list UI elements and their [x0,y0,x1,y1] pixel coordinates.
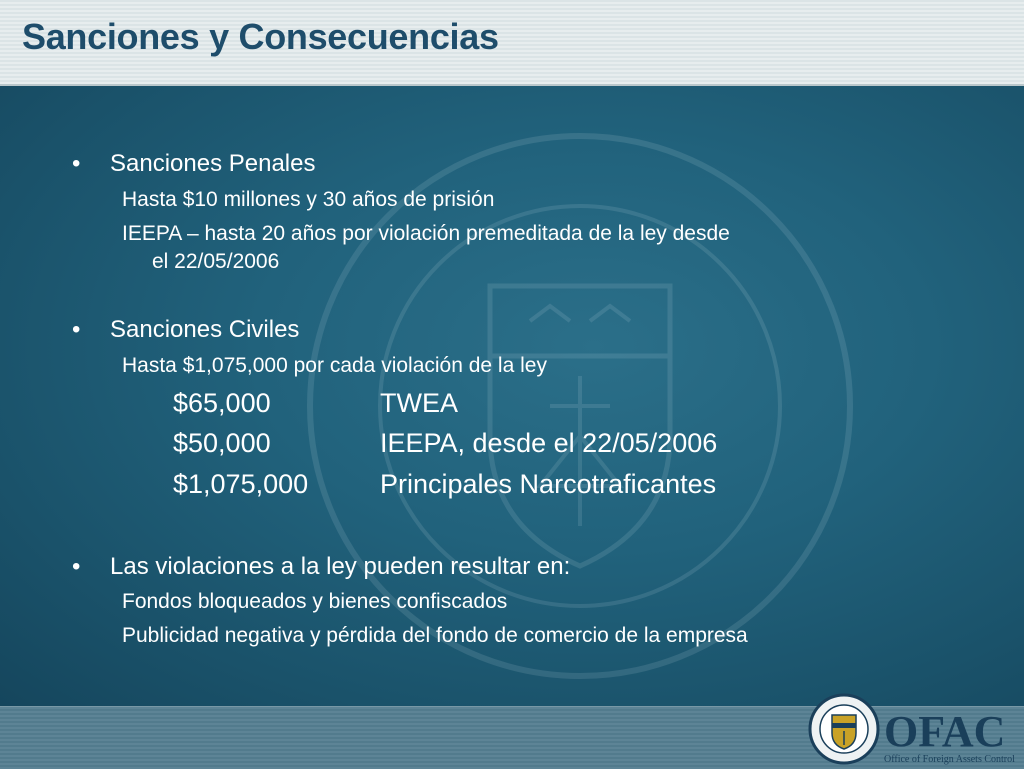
header-bar [0,0,1024,86]
bullet: • [72,316,81,343]
ofac-logo-text: OFAC [884,707,1006,756]
penalty-description: Principales Narcotraficantes [380,469,717,499]
section-heading-text: Sanciones Civiles [110,316,300,343]
list-item: el 22/05/2006 [152,250,280,273]
ofac-logo-subtext: Office of Foreign Assets Control [884,754,1015,765]
list-item: Publicidad negativa y pérdida del fondo de comercio de la empresa [122,624,748,647]
list-item: Fondos bloqueados y bienes confiscados [122,590,508,613]
bullet: • [72,553,81,580]
list-item: Hasta $10 millones y 30 años de prisión [122,188,495,211]
list-item: Hasta $1,075,000 por cada violación de la ley [122,354,547,377]
treasury-seal-icon [808,693,880,765]
section-heading-text: Las violaciones a la ley pueden resultar en: [110,553,571,580]
penalty-amount: $1,075,000 [173,469,309,499]
section-heading [72,553,571,581]
section-heading [72,150,316,178]
section-heading-text: Sanciones Penales [110,150,316,177]
section-heading [72,316,300,344]
list-item: IEEPA – hasta 20 años por violación premeditada de la ley desde [122,222,730,245]
penalty-amount: $65,000 [173,388,271,418]
slide-title: Sanciones y Consecuencias [22,16,499,57]
penalty-amount: $50,000 [173,428,271,458]
penalty-description: TWEA [380,388,458,418]
penalty-description: IEEPA, desde el 22/05/2006 [380,428,718,458]
bullet: • [72,150,81,177]
